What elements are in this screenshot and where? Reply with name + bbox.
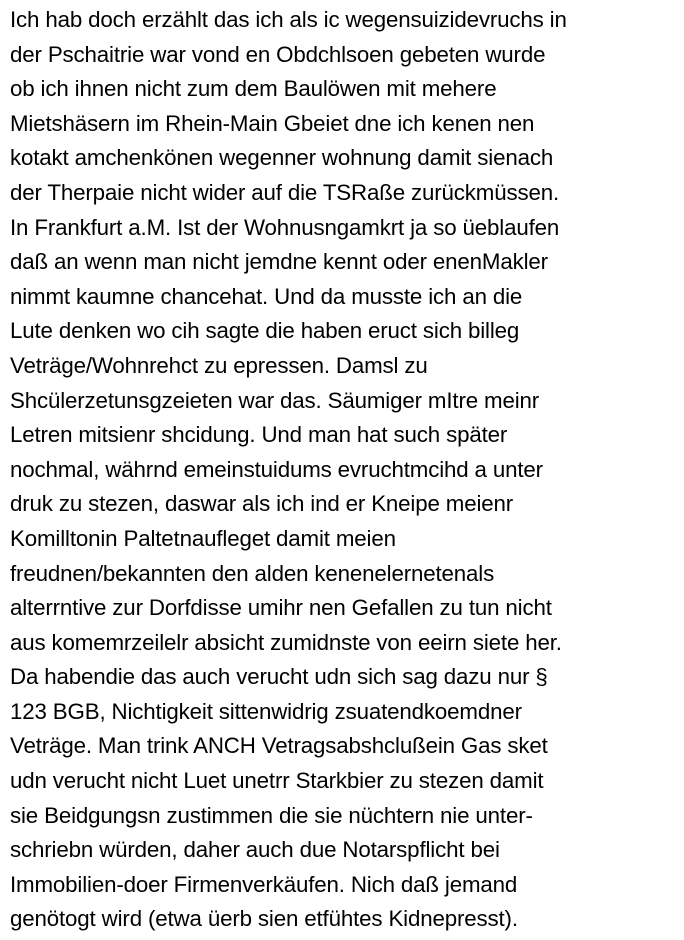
text-line-23: udn verucht nicht Luet unetrr Starkbier zu stezen damit [10, 768, 544, 794]
text-line-6: der Therpaie nicht wider auf die TSRaße zurückmüssen. [10, 179, 560, 205]
text-line-21: 123 BGB, Nichtigkeit sittenwidrig zsuatendkoemdner [10, 698, 522, 724]
text-line-8: daß an wenn man nicht jemdne kennt oder enenMakler [10, 249, 548, 275]
text-line-13: Letren mitsienr shcidung. Und man hat such später [10, 422, 508, 448]
text-line-17: freudnen/bekannten den alden kenenelernetenals [10, 560, 495, 586]
text-line-7: In Frankfurt a.M. Ist der Wohnusngamkrt ja so üeblaufen [10, 214, 560, 240]
text-line-15: druk zu stezen, daswar als ich ind er Kneipe meienr [10, 491, 514, 517]
text-line-20: Da habendie das auch verucht udn sich sag dazu nur § [10, 664, 548, 690]
text-line-25: schriebn würden, daher auch due Notarspflicht bei [10, 837, 500, 863]
text-line-2: der Pschaitrie war vond en Obdchlsoen gebeten wurde [10, 41, 546, 67]
text-line-26: Immobilien-doer Firmenverkäufen. Nich daß jemand [10, 871, 518, 897]
text-line-12: Shcülerzetunsgzeieten war das. Säumiger mItre meinr [10, 387, 540, 413]
text-line-16: Komilltonin Paltetnaufleget damit meien [10, 525, 396, 551]
text-line-19: aus komemrzeilelr absicht zumidnste von eeirn siete her. [10, 629, 562, 655]
text-line-9: nimmt kaumne chancehat. Und da musste ich an die [10, 283, 523, 309]
text-line-3: ob ich ihnen nicht zum dem Baulöwen mit mehere [10, 76, 497, 102]
text-line-10: Lute denken wo cih sagte die haben eruct sich billeg [10, 318, 520, 344]
text-line-11: Veträge/Wohnrehct zu epressen. Damsl zu [10, 352, 428, 378]
text-line-18: alterrntive zur Dorfdisse umihr nen Gefallen zu tun nicht [10, 595, 552, 621]
text-line-4: Mietshäsern im Rhein-Main Gbeiet dne ich kenen nen [10, 110, 535, 136]
text-line-27: genötogt wird (etwa üerb sien etfühtes Kidnepresst). [10, 906, 518, 932]
text-line-14: nochmal, währnd emeinstuidums evruchtmcihd a unter [10, 456, 543, 482]
text-line-22: Veträge. Man trink ANCH Vetragsabshclußein Gas sket [10, 733, 548, 759]
body-text [10, 3, 680, 937]
text-line-24: sie Beidgungsn zustimmen die sie nüchtern nie unter- [10, 802, 533, 828]
text-line-5: kotakt amchenkönen wegenner wohnung damit sienach [10, 145, 554, 171]
text-line-1: Ich hab doch erzählt das ich als ic wegensuizidevruchs in [10, 7, 567, 32]
